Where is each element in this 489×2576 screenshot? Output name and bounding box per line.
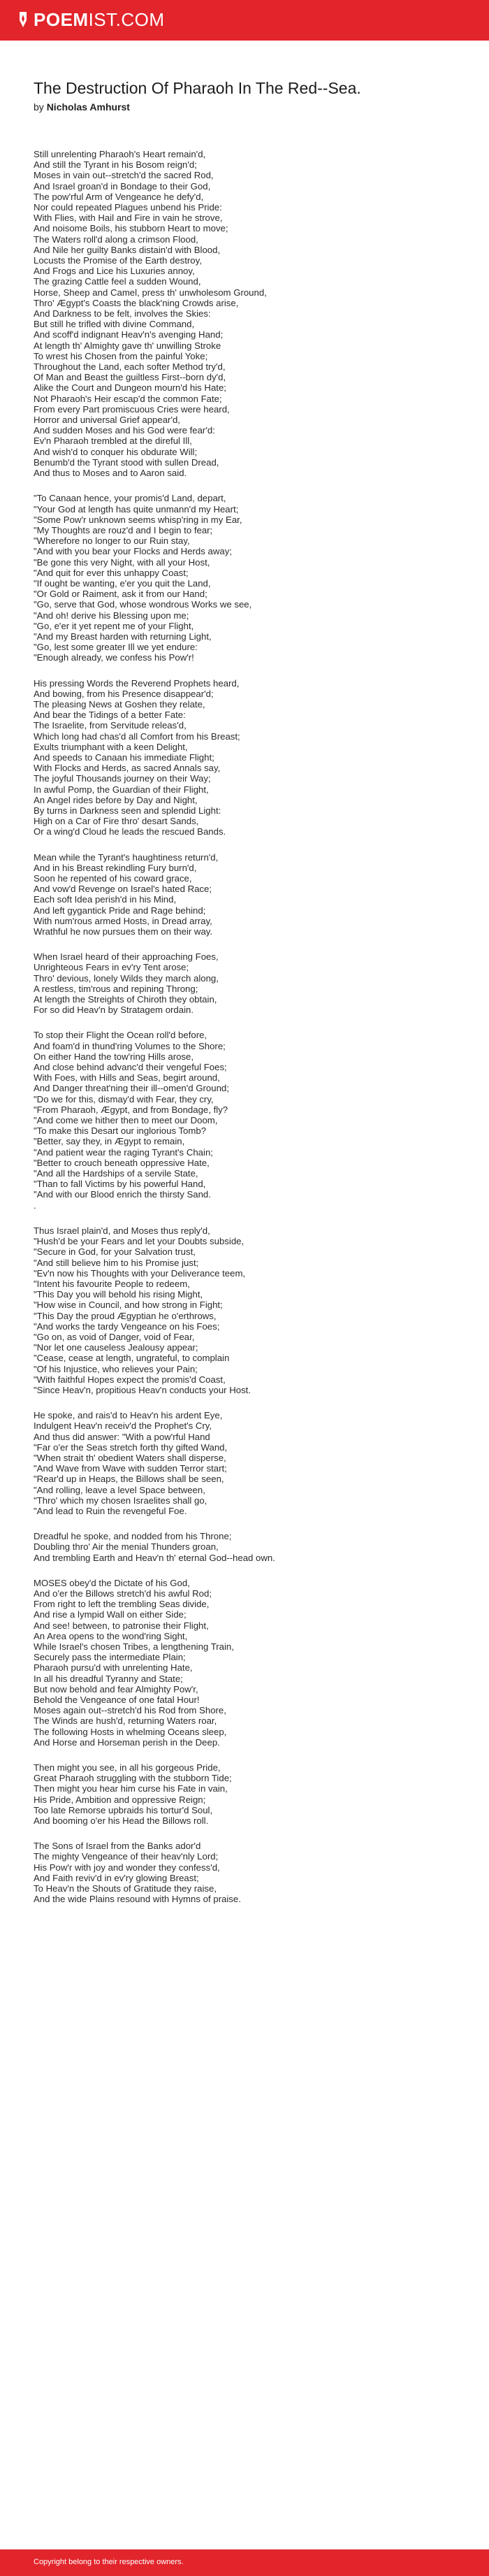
poem-line: "Go, e'er it yet repent me of your Flight, bbox=[34, 620, 194, 631]
poem-line: High on a Car of Fire thro' desart Sands, bbox=[34, 816, 199, 827]
poem-line: From every Part promiscuous Cries were heard, bbox=[34, 403, 230, 415]
poem-line: Horse, Sheep and Camel, press th' unwholesom Ground, bbox=[34, 287, 267, 298]
poem-line: And still the Tyrant in his Bosom reign'd; bbox=[34, 159, 197, 171]
poem-line: His Pow'r with joy and wonder they confess'd, bbox=[34, 1862, 220, 1873]
poem-stanza bbox=[34, 1841, 453, 1904]
poem-line: "Hush'd be your Fears and let your Doubts subside, bbox=[34, 1236, 245, 1247]
poem-line: Not Pharaoh's Heir escap'd the common Fate; bbox=[34, 393, 222, 404]
poem-line: Thro' devious, lonely Wilds they march along, bbox=[34, 972, 219, 984]
poem-line: And scoff'd indignant Heav'n's avenging Hand; bbox=[34, 329, 224, 340]
poem-line: Pharaoh pursu'd with unrelenting Hate, bbox=[34, 1662, 193, 1674]
poem-line: "Ev'n now his Thoughts with your Deliverance teem, bbox=[34, 1267, 246, 1279]
site-footer bbox=[0, 2549, 489, 2576]
poem-line: And close behind advanc'd their vengeful Foes; bbox=[34, 1062, 227, 1073]
poem-line: The pleasing News at Goshen they relate, bbox=[34, 698, 205, 710]
poem-line: "And lead to Ruin the revengeful Foe. bbox=[34, 1505, 187, 1516]
poem-stanza bbox=[34, 1531, 453, 1563]
poem-line: And in his Breast rekindling Fury burn'd, bbox=[34, 862, 197, 873]
poem-line: And speeds to Canaan his immediate Flight; bbox=[34, 751, 214, 763]
poem-line: And noisome Boils, his stubborn Heart to move; bbox=[34, 223, 228, 234]
poem-line: With Flies, with Hail and Fire in vain he strove, bbox=[34, 213, 223, 224]
poem-line: By turns in Darkness seen and splendid Light: bbox=[34, 805, 221, 816]
poem-title: The Destruction Of Pharaoh In The Red--Sea. bbox=[34, 79, 361, 97]
poem-line: "Secure in God, for your Salvation trust, bbox=[34, 1246, 196, 1258]
poem-line: On either Hand the tow'ring Hills arose, bbox=[34, 1051, 194, 1062]
poem-line: The Sons of Israel from the Banks ador'd bbox=[34, 1841, 201, 1852]
poem-line: Thro' Ægypt's Coasts the black'ning Crowds arise, bbox=[34, 297, 239, 308]
poem-line: "Go on, as void of Danger, void of Fear, bbox=[34, 1331, 195, 1342]
poem-line: And bear the Tidings of a better Fate: bbox=[34, 710, 186, 721]
logo-text-bold: POEM bbox=[34, 9, 89, 30]
poem-line: And foam'd in thund'ring Volumes to the Shore; bbox=[34, 1040, 226, 1051]
poem-line: "And quit for ever this unhappy Coast; bbox=[34, 567, 189, 578]
poem-line: Horror and universal Grief appear'd, bbox=[34, 415, 180, 426]
poem-line: "This Day you will behold his rising Might, bbox=[34, 1289, 203, 1300]
poem-line: Mean while the Tyrant's haughtiness return'd, bbox=[34, 851, 219, 863]
poem-line: While Israel's chosen Tribes, a lengthening Train, bbox=[34, 1641, 234, 1652]
poem-line: Dreadful he spoke, and nodded from his Throne; bbox=[34, 1531, 232, 1542]
poem-line: "Far o'er the Seas stretch forth thy gifted Wand, bbox=[34, 1441, 228, 1453]
poem-line: Securely pass the intermediate Plain; bbox=[34, 1652, 186, 1663]
poem-stanza bbox=[34, 852, 453, 937]
poem-line: And Danger threat'ning their ill--omen'd Ground; bbox=[34, 1083, 229, 1094]
poem-line: Then might you see, in all his gorgeous Pride, bbox=[34, 1762, 221, 1773]
poem-line: At length th' Almighty gave th' unwilling Stroke bbox=[34, 340, 221, 351]
poem-line: Moses again out--stretch'd his Rod from Shore, bbox=[34, 1705, 226, 1716]
poem-line: An Angel rides before by Day and Night, bbox=[34, 794, 198, 805]
poem-line: "And my Breast harden with returning Light, bbox=[34, 631, 212, 642]
poem-line: "How wise in Council, and how strong in Fight; bbox=[34, 1300, 223, 1311]
poem-line: Then might you hear him curse his Fate in vain, bbox=[34, 1783, 228, 1794]
poem-line: Still unrelenting Pharaoh's Heart remain'd, bbox=[34, 149, 206, 159]
poem-line: And wish'd to conquer his obdurate Will; bbox=[34, 446, 198, 457]
poem-line: "And rolling, leave a level Space between, bbox=[34, 1484, 205, 1495]
poem-stanza bbox=[34, 1578, 453, 1748]
poem-line: And booming o'er his Head the Billows roll. bbox=[34, 1815, 209, 1827]
poem-line: Unrighteous Fears in ev'ry Tent arose; bbox=[34, 962, 189, 973]
poem-line: The following Hosts in whelming Oceans sleep, bbox=[34, 1726, 227, 1737]
poem-line: "If ought be wanting, e'er you quit the Land, bbox=[34, 577, 211, 589]
poem-line: Locusts the Promise of the Earth destroy, bbox=[34, 255, 202, 266]
poem-body bbox=[34, 149, 453, 1919]
poem-stanza bbox=[34, 493, 453, 663]
poem-line: "With faithful Hopes expect the promis'd Coast, bbox=[34, 1374, 226, 1385]
poem-line: "Since Heav'n, propitious Heav'n conducts your Host. bbox=[34, 1384, 251, 1395]
poem-line: And thus to Moses and to Aaron said. bbox=[34, 468, 187, 479]
poem-line: Of Man and Beast the guiltless First--born dy'd, bbox=[34, 372, 226, 383]
poem-line: The Israelite, from Servitude releas'd, bbox=[34, 720, 187, 731]
poem-line: "And still believe him to his Promise just; bbox=[34, 1257, 199, 1268]
poem-line: "And with you bear your Flocks and Herds away; bbox=[34, 546, 232, 557]
poem-line: To wrest his Chosen from the painful Yoke; bbox=[34, 350, 208, 361]
poem-line: Moses in vain out--stretch'd the sacred Rod, bbox=[34, 170, 214, 181]
poem-line: And Darkness to be felt, involves the Skies: bbox=[34, 308, 211, 319]
site-logo[interactable] bbox=[18, 8, 165, 31]
poem-line: And thus did answer: "With a pow'rful Hand bbox=[34, 1431, 210, 1442]
poem-line: In all his dreadful Tyranny and State; bbox=[34, 1673, 183, 1684]
poem-line: . bbox=[34, 1200, 36, 1211]
poem-line: The grazing Cattle feel a sudden Wound, bbox=[34, 276, 201, 287]
poem-line: "And works the tardy Vengeance on his Foes; bbox=[34, 1321, 220, 1332]
poem-line: "Be gone this very Night, with all your Host, bbox=[34, 556, 210, 568]
poem-line: To Heav'n the Shouts of Gratitude they raise, bbox=[34, 1883, 217, 1894]
poem-line: "Better, say they, in Ægypt to remain, bbox=[34, 1136, 185, 1147]
poem-line: Ev'n Pharaoh trembled at the direful Ill, bbox=[34, 436, 192, 447]
poem-line: Thus Israel plain'd, and Moses thus reply'd, bbox=[34, 1225, 210, 1236]
poem-line: "This Day the proud Ægyptian he o'erthrows, bbox=[34, 1310, 217, 1321]
poem-line: "Wherefore no longer to our Ruin stay, bbox=[34, 535, 190, 547]
poem-line: "And all the Hardships of a servile State, bbox=[34, 1168, 198, 1179]
byline-prefix: by bbox=[34, 101, 44, 113]
poem-line: His pressing Words the Reverend Prophets heard, bbox=[34, 677, 240, 689]
poem-line: "Go, serve that God, whose wondrous Works we see, bbox=[34, 599, 252, 610]
poem-line: The mighty Vengeance of their heav'nly Lord; bbox=[34, 1851, 219, 1862]
poem-line: "When strait th' obedient Waters shall disperse, bbox=[34, 1452, 226, 1463]
poem-line: "From Pharaoh, Ægypt, and from Bondage, fly? bbox=[34, 1104, 228, 1115]
poem-line: Alike the Court and Dungeon mourn'd his Hate; bbox=[34, 382, 226, 394]
poem-line: Or a wing'd Cloud he leads the rescued Bands. bbox=[34, 826, 226, 837]
copyright-text: Copyright belong to their respective owners. bbox=[34, 2558, 184, 2566]
poem-line: "And Wave from Wave with sudden Terror start; bbox=[34, 1463, 227, 1474]
poem-line: "Some Pow'r unknown seems whisp'ring in my Ear, bbox=[34, 514, 242, 525]
poem-line: Nor could repeated Plagues unbend his Pride: bbox=[34, 202, 222, 213]
poem-line: Which long had chas'd all Comfort from his Breast; bbox=[34, 731, 240, 742]
poem-line: To stop their Flight the Ocean roll'd before, bbox=[34, 1030, 207, 1041]
poem-line: "Better to crouch beneath oppressive Hate, bbox=[34, 1157, 210, 1168]
poem-line: "Thro' which my chosen Israelites shall go, bbox=[34, 1495, 207, 1506]
poem-line: The Winds are hush'd, returning Waters roar, bbox=[34, 1715, 217, 1727]
poem-line: The Waters roll'd along a crimson Flood, bbox=[34, 233, 198, 245]
poem-line: "Go, lest some greater Ill we yet endure: bbox=[34, 642, 198, 653]
poem-line: With Foes, with Hills and Seas, begirt around, bbox=[34, 1072, 220, 1084]
poem-stanza bbox=[34, 149, 453, 478]
poem-stanza bbox=[34, 1030, 453, 1210]
poem-line: And left gygantick Pride and Rage behind; bbox=[34, 905, 206, 916]
byline bbox=[34, 101, 460, 113]
poem-line: "Than to fall Victims by his powerful Hand, bbox=[34, 1179, 206, 1190]
poem-line: And Horse and Horseman perish in the Deep. bbox=[34, 1736, 220, 1748]
poem-line: From right to left the trembling Seas divide, bbox=[34, 1599, 210, 1610]
poem-line: "And patient wear the raging Tyrant's Chain; bbox=[34, 1146, 213, 1158]
poem-line: At length the Streights of Chiroth they obtain, bbox=[34, 994, 217, 1005]
poem-line: "My Thoughts are rouz'd and I begin to fear; bbox=[34, 524, 213, 535]
poem-line: "Of his Injustice, who relieves your Pain; bbox=[34, 1363, 198, 1374]
poem-line: "To make this Desart our inglorious Tomb? bbox=[34, 1125, 207, 1137]
poem-line: The pow'rful Arm of Vengeance he defy'd, bbox=[34, 191, 204, 202]
logo-text bbox=[34, 8, 165, 31]
poem-line: And sudden Moses and his God were fear'd: bbox=[34, 425, 215, 436]
poem-line: And Israel groan'd in Bondage to their God, bbox=[34, 180, 211, 192]
poem-line: Benumb'd the Tyrant stood with sullen Dread, bbox=[34, 456, 219, 468]
poem-line: And Faith reviv'd in ev'ry glowing Breast; bbox=[34, 1872, 199, 1883]
poem-line: "Enough already, we confess his Pow'r! bbox=[34, 652, 194, 663]
poem-line: An Area opens to the wond'ring Sight, bbox=[34, 1630, 188, 1641]
poem-line: Too late Remorse upbraids his tortur'd Soul, bbox=[34, 1804, 213, 1815]
poem-line: "To Canaan hence, your promis'd Land, depart, bbox=[34, 493, 226, 504]
logo-text-light: IST.COM bbox=[88, 9, 165, 30]
poem-line: "And come we hither then to meet our Doom, bbox=[34, 1115, 218, 1126]
poem-line: Throughout the Land, each softer Method try'd, bbox=[34, 361, 226, 373]
poem-line: And rise a lympid Wall on either Side; bbox=[34, 1609, 187, 1620]
poem-line: "Do we for this, dismay'd with Fear, they cry, bbox=[34, 1093, 214, 1104]
poem-line: And o'er the Billows stretch'd his awful Rod; bbox=[34, 1588, 212, 1599]
poem-line: And vow'd Revenge on Israel's hated Race; bbox=[34, 884, 212, 895]
poem-line: He spoke, and rais'd to Heav'n his ardent Eye, bbox=[34, 1410, 223, 1421]
poem-line: For so did Heav'n by Stratagem ordain. bbox=[34, 1005, 194, 1016]
poem-line: Each soft Idea perish'd in his Mind, bbox=[34, 894, 177, 905]
poem-line: "And with our Blood enrich the thirsty Sand. bbox=[34, 1189, 211, 1200]
poem-line: And trembling Earth and Heav'n th' eternal God--head own. bbox=[34, 1552, 275, 1563]
poem-line: "Or Gold or Raiment, ask it from our Hand; bbox=[34, 589, 207, 600]
poem-line: "Your God at length has quite unmann'd my Heart; bbox=[34, 503, 239, 515]
poem-line: Soon he repented of his coward grace, bbox=[34, 873, 192, 884]
poem-stanza bbox=[34, 1225, 453, 1395]
poem-line: "And oh! derive his Blessing upon me; bbox=[34, 610, 189, 621]
author-name[interactable]: Nicholas Amhurst bbox=[46, 101, 130, 113]
poem-line: A restless, tim'rous and repining Throng; bbox=[34, 983, 198, 994]
poem-line: Indulgent Heav'n receiv'd the Prophet's Cry, bbox=[34, 1420, 212, 1432]
poem-line: And Nile her guilty Banks distain'd with Blood, bbox=[34, 244, 221, 255]
poem-line: And Frogs and Lice his Luxuries annoy, bbox=[34, 266, 195, 277]
poem-stanza bbox=[34, 1762, 453, 1826]
poem-line: With num'rous armed Hosts, in Dread array, bbox=[34, 915, 212, 926]
poemist-logo-icon bbox=[18, 12, 28, 27]
poem-line: And bowing, from his Presence disappear'd; bbox=[34, 688, 214, 699]
poem-line: MOSES obey'd the Dictate of his God, bbox=[34, 1577, 190, 1588]
poem-stanza bbox=[34, 951, 453, 1015]
poem-stanza bbox=[34, 1410, 453, 1516]
poem-line: Behold the Vengeance of one fatal Hour! bbox=[34, 1694, 200, 1706]
poem-line: The joyful Thousands journey on their Way; bbox=[34, 773, 211, 784]
poem-line: With Flocks and Herds, as sacred Annals say, bbox=[34, 763, 221, 774]
poem-stanza bbox=[34, 678, 453, 837]
poem-line: Great Pharaoh struggling with the stubborn Tide; bbox=[34, 1773, 232, 1784]
poem-line: "Cease, cease at length, ungrateful, to complain bbox=[34, 1353, 230, 1364]
poem-line: And see! between, to patronise their Flight, bbox=[34, 1620, 209, 1631]
poem-line: But now behold and fear Almighty Pow'r, bbox=[34, 1683, 198, 1694]
poem-line: Wrathful he now pursues them on their way. bbox=[34, 926, 213, 937]
site-header bbox=[0, 0, 489, 41]
poem-line: In awful Pomp, the Guardian of their Flight, bbox=[34, 784, 209, 795]
poem-line: When Israel heard of their approaching Foes, bbox=[34, 951, 219, 963]
poem-line: Doubling thro' Air the menial Thunders groan, bbox=[34, 1541, 219, 1553]
poem-line: Exults triumphant with a keen Delight, bbox=[34, 741, 188, 752]
poem-line: "Nor let one causeless Jealousy appear; bbox=[34, 1342, 198, 1353]
poem-line: His Pride, Ambition and oppressive Reign; bbox=[34, 1794, 206, 1805]
poem-line: "Rear'd up in Heaps, the Billows shall be seen, bbox=[34, 1474, 224, 1485]
poem-header bbox=[34, 78, 460, 113]
poem-line: "Intent his favourite People to redeem, bbox=[34, 1278, 190, 1289]
poem-line: But still he trifled with divine Command, bbox=[34, 319, 195, 330]
poem-line: And the wide Plains resound with Hymns of praise. bbox=[34, 1894, 241, 1905]
